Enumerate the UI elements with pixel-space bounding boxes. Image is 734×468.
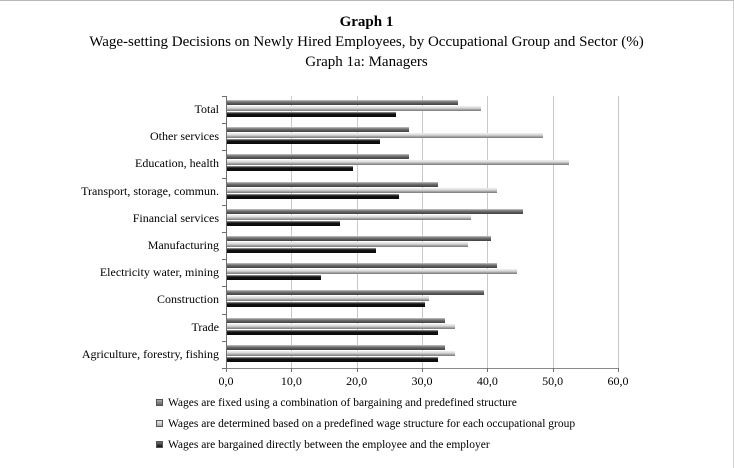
category-row [0,232,618,259]
chart-subtitle-2: Graph 1a: Managers [305,54,428,70]
bar-series-1 [226,242,468,247]
category-label: Agriculture, forestry, fishing [81,346,219,361]
category-label: Trade [191,319,219,334]
bar-series-2 [226,221,340,226]
x-tick-label: 60,0 [607,374,629,388]
legend-label: Wages are bargained directly between the employee and the employer [168,438,490,451]
bar-series-0 [226,318,445,323]
x-tick-label: 20,0 [346,374,368,388]
category-row [0,259,618,286]
bar-series-2 [226,166,353,171]
category-label: Transport, storage, commun. [81,183,219,198]
legend-label: Wages are determined based on a predefined wage structure for each occupational group [168,417,576,430]
y-axis-tick [222,341,226,342]
y-axis-tick [222,286,226,287]
x-axis-tick [291,368,292,372]
x-axis-tick [618,368,619,372]
y-axis-tick [222,150,226,151]
bar-series-0 [226,263,497,268]
category-row [0,341,618,368]
category-row [0,178,618,205]
category-row [0,150,618,177]
y-axis-tick [222,96,226,97]
y-axis-tick [222,368,226,369]
legend-item [156,413,733,434]
bar-series-0 [226,100,458,105]
bar-series-0 [226,290,484,295]
category-label: Construction [157,292,219,307]
bar-series-0 [226,236,491,241]
y-axis-line [226,96,227,368]
chart-title: Graph 1 [339,14,394,30]
x-tick-label: 0,0 [218,374,234,388]
bar-series-1 [226,188,497,193]
bar-series-0 [226,345,445,350]
bar-series-1 [226,296,429,301]
gridline [618,96,619,368]
bar-series-2 [226,248,376,253]
bar-series-2 [226,139,380,144]
bar-series-1 [226,215,471,220]
gridline [553,96,554,368]
bar-series-2 [226,275,321,280]
legend-item [156,392,733,413]
x-tick-label: 50,0 [542,374,564,388]
bar-series-0 [226,154,409,159]
bar-series-2 [226,330,438,335]
category-row [0,123,618,150]
bar-series-0 [226,182,438,187]
legend-label: Wages are fixed using a combination of bargaining and predefined structure [168,396,517,409]
x-axis-tick [357,368,358,372]
x-axis-tick [487,368,488,372]
bar-series-0 [226,127,409,132]
chart-legend [156,392,733,455]
x-tick-label: 10,0 [280,374,302,388]
y-axis-tick [222,259,226,260]
chart-title-block [0,1,733,72]
legend-swatch-icon [156,399,163,406]
bar-series-2 [226,302,425,307]
legend-swatch-icon [156,420,163,427]
bar-series-1 [226,324,455,329]
category-label: Electricity water, mining [99,265,219,280]
category-label: Total [194,102,219,117]
y-axis-tick [222,205,226,206]
x-axis-tick [422,368,423,372]
chart-subtitle: Wage-setting Decisions on Newly Hired Employees, by Occupational Group and Sector (%) [89,34,644,50]
legend-item [156,434,733,455]
category-label: Other services [150,129,219,144]
bar-series-2 [226,112,396,117]
x-tick-label: 40,0 [476,374,498,388]
x-tick-label: 30,0 [411,374,433,388]
chart-rows [0,96,618,368]
bar-series-2 [226,357,438,362]
bar-series-1 [226,160,569,165]
bar-series-1 [226,133,543,138]
category-label: Education, health [135,156,219,171]
category-row [0,205,618,232]
x-axis-tick [553,368,554,372]
y-axis-tick [222,123,226,124]
bar-series-1 [226,106,481,111]
category-label: Financial services [132,210,219,225]
bar-series-2 [226,194,399,199]
legend-swatch-icon [156,441,163,448]
bar-series-1 [226,269,517,274]
y-axis-tick [222,314,226,315]
category-row [0,286,618,313]
y-axis-tick [222,232,226,233]
category-row [0,96,618,123]
bar-chart [0,96,660,388]
y-axis-tick [222,178,226,179]
bar-series-1 [226,351,455,356]
bar-series-0 [226,209,523,214]
category-label: Manufacturing [147,238,219,253]
category-row [0,314,618,341]
x-axis-tick [226,368,227,372]
